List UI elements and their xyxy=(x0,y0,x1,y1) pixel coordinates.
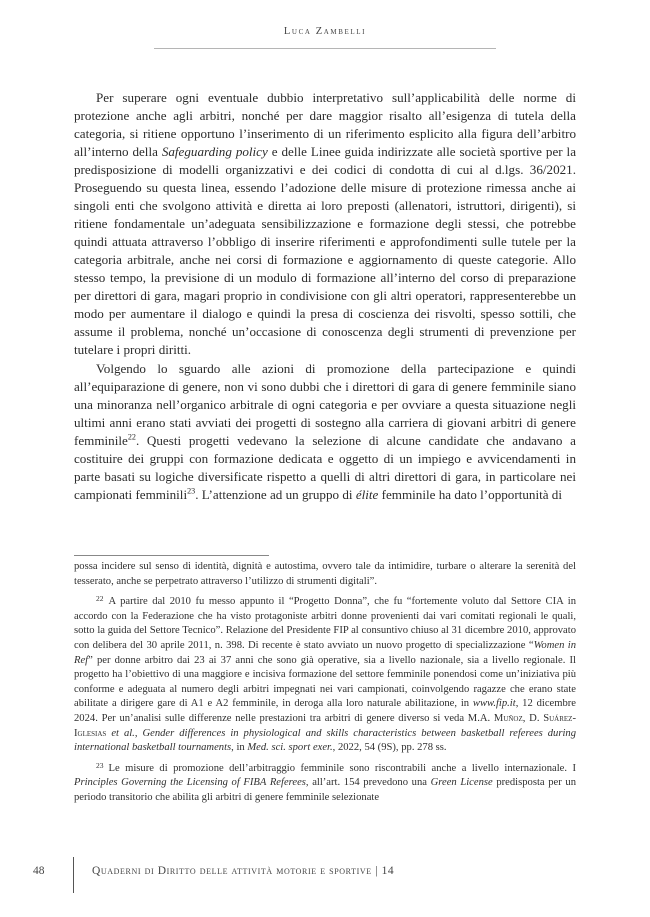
paragraph xyxy=(74,360,576,504)
text-run: predisposta per un periodo transitorio che abilita gli arbitri di genere femminile selezionate xyxy=(74,777,576,803)
footnote-separator xyxy=(74,555,269,556)
paragraph xyxy=(74,89,576,359)
journal-title: Quaderni di Diritto delle attività motorie e sportive | 14 xyxy=(92,865,395,877)
footnotes xyxy=(74,560,576,812)
author-name: Suárez-Iglesias xyxy=(74,712,576,739)
italic-text: élite xyxy=(355,487,379,502)
italic-text: Green License xyxy=(430,777,493,789)
text-run: , all’art. 154 prevedono una xyxy=(305,777,431,789)
text-run: . L’attenzione ad un gruppo di xyxy=(195,487,356,502)
text-run: femminile ha dato l’opportunità di xyxy=(378,487,562,502)
text-run: ” per donne arbitro dai 23 ai 37 anni che sono già operative, sia a livello nazionale, sia a livello regionale. Il progetto ha l’obiettivo di una maggiore e incisiva formazione del settore femminile ponendosi come un’iniziativa più conforme e adeguata al numero degli arbitri impegnati nei vari campionati, coinvolgendo ragazze che erano state abilitate a dirigere gare di A1 e A2 femminile, in deroga alla loro naturale abilitazione, in xyxy=(74,654,576,710)
text-run: , xyxy=(134,727,143,739)
text-run: Per superare ogni eventuale dubbio interpretativo sull’applicabilità delle norme di protezione anche agli arbitri, nonché per dare maggior risalto all’esigenza di tutela della categoria, si ritiene opportuno l’inserimento di un riferimento esplicito alla figura dell’arbitro all’interno della xyxy=(74,90,576,159)
text-run: , 2022, 54 (9S), pp. 278 ss. xyxy=(332,742,447,754)
footnote-number: 22 xyxy=(96,594,104,604)
italic-text: Principles Governing the Licensing of FIBA Referees xyxy=(74,777,306,789)
italic-text: et al. xyxy=(111,727,135,739)
footnote xyxy=(74,762,576,806)
footnote-ref: 23 xyxy=(187,486,196,496)
main-text xyxy=(74,89,576,504)
text-run: , in xyxy=(231,742,248,754)
italic-text: Safeguarding policy xyxy=(161,144,268,159)
italic-text: www.fip.it xyxy=(472,698,516,710)
footer-divider xyxy=(73,857,74,893)
italic-text: Med. sci. sport exer. xyxy=(247,742,333,754)
footnote xyxy=(74,595,576,756)
text-run: e delle Linee guida indirizzate alle società sportive per la predisposizione di modelli organizzativi e dei codici di condotta di cui al d.lgs. 36/2021. Proseguendo su questa linea, essendo l’adozione delle misure di protezione rimessa anche ai singoli enti che svolgono attività e diretta ai loro preposti (allenatori, istruttori, dirigenti), si ritiene fondamentale un’adeguata sensibilizzazione e formazione degli stessi, che potrebbe quindi attuata attraverso l’obbligo di inserire riferimenti e approfondimenti sulle tutele per la categoria arbitrale, anche nei corsi di formazione e aggiornamento di queste categorie. Allo stesso tempo, la previsione di un modulo di formazione all’interno del corso di preparazione per direttori di gara, magari proprio in condivisione con gli altri operatori, rappresenterebbe un modo per aumentare il dialogo e quindi la presa di coscienza dei risvolti, spesso sottili, che assume il problema, nonché un’occasione di conoscenza degli strumenti di prevenzione per tutelare i propri diritti. xyxy=(74,144,576,357)
text-run: Volgendo lo sguardo alle azioni di promozione della partecipazione e quindi all’equiparazione di genere, non vi sono dubbi che i direttori di gara di genere femminile siano una minoranza nell’organico arbitrale di ogni categoria e per ovviare a questa situazione negli ultimi anni erano stati avviati dei progetti di sostegno alla carriera di giovani arbitri di genere femminile xyxy=(74,361,576,448)
footnote-ref: 22 xyxy=(127,432,136,442)
running-head: Luca Zambelli xyxy=(283,26,367,37)
text-run: A partire dal 2010 fu messo appunto il “Progetto Donna”, che fu “fortemente voluto dal Settore CIA in accordo con la Federazione che ha visto protagoniste arbitri donne provenienti dai vari comitati regionali le quali, sotto la guida del Settore Tecnico”. Relazione del Presidente FIP al consuntivo chiuso al 31 dicembre 2010, approvato con delibera del 30 aprile 2011, n. 398. Di recente è stato avviato un nuovo progetto di specializzazione “ xyxy=(74,596,576,651)
text-run: Le misure di promozione dell’arbitraggio femminile sono riscontrabili anche a livello internazionale. I xyxy=(108,762,576,774)
text-run: , D. xyxy=(522,712,544,724)
italic-text: Gender differences in physiological and skills characteristics between basketball referees during international basketball tournaments xyxy=(74,727,577,754)
text-run: , 12 dicembre 2024. Per un’analisi sulle differenze nelle prestazioni tra arbitri di genere diverso si veda M.A. xyxy=(74,698,576,724)
italic-text: Women in Ref xyxy=(74,639,576,666)
footnote xyxy=(74,560,576,589)
text-run: . Questi progetti vedevano la selezione di alcune candidate che andavano a costituire dei gruppi con formazione dedicata e oggetto di un impiego e avvicendamenti in parte basati su logiche diversificate rispetto a quelli di altri direttori di gara, in particolare nei campionati femminili xyxy=(74,433,576,502)
header-divider xyxy=(154,48,496,49)
author-name: Muñoz xyxy=(493,712,523,724)
footnote-number: 23 xyxy=(96,760,104,770)
page-number: 48 xyxy=(33,865,45,877)
text-run: possa incidere sul senso di identità, dignità e autostima, ovvero tale da intimidire, turbare o alterare la serenità del tesserato, anche se perpetrato attraverso l’utilizzo di strumenti digitali”. xyxy=(74,561,576,587)
